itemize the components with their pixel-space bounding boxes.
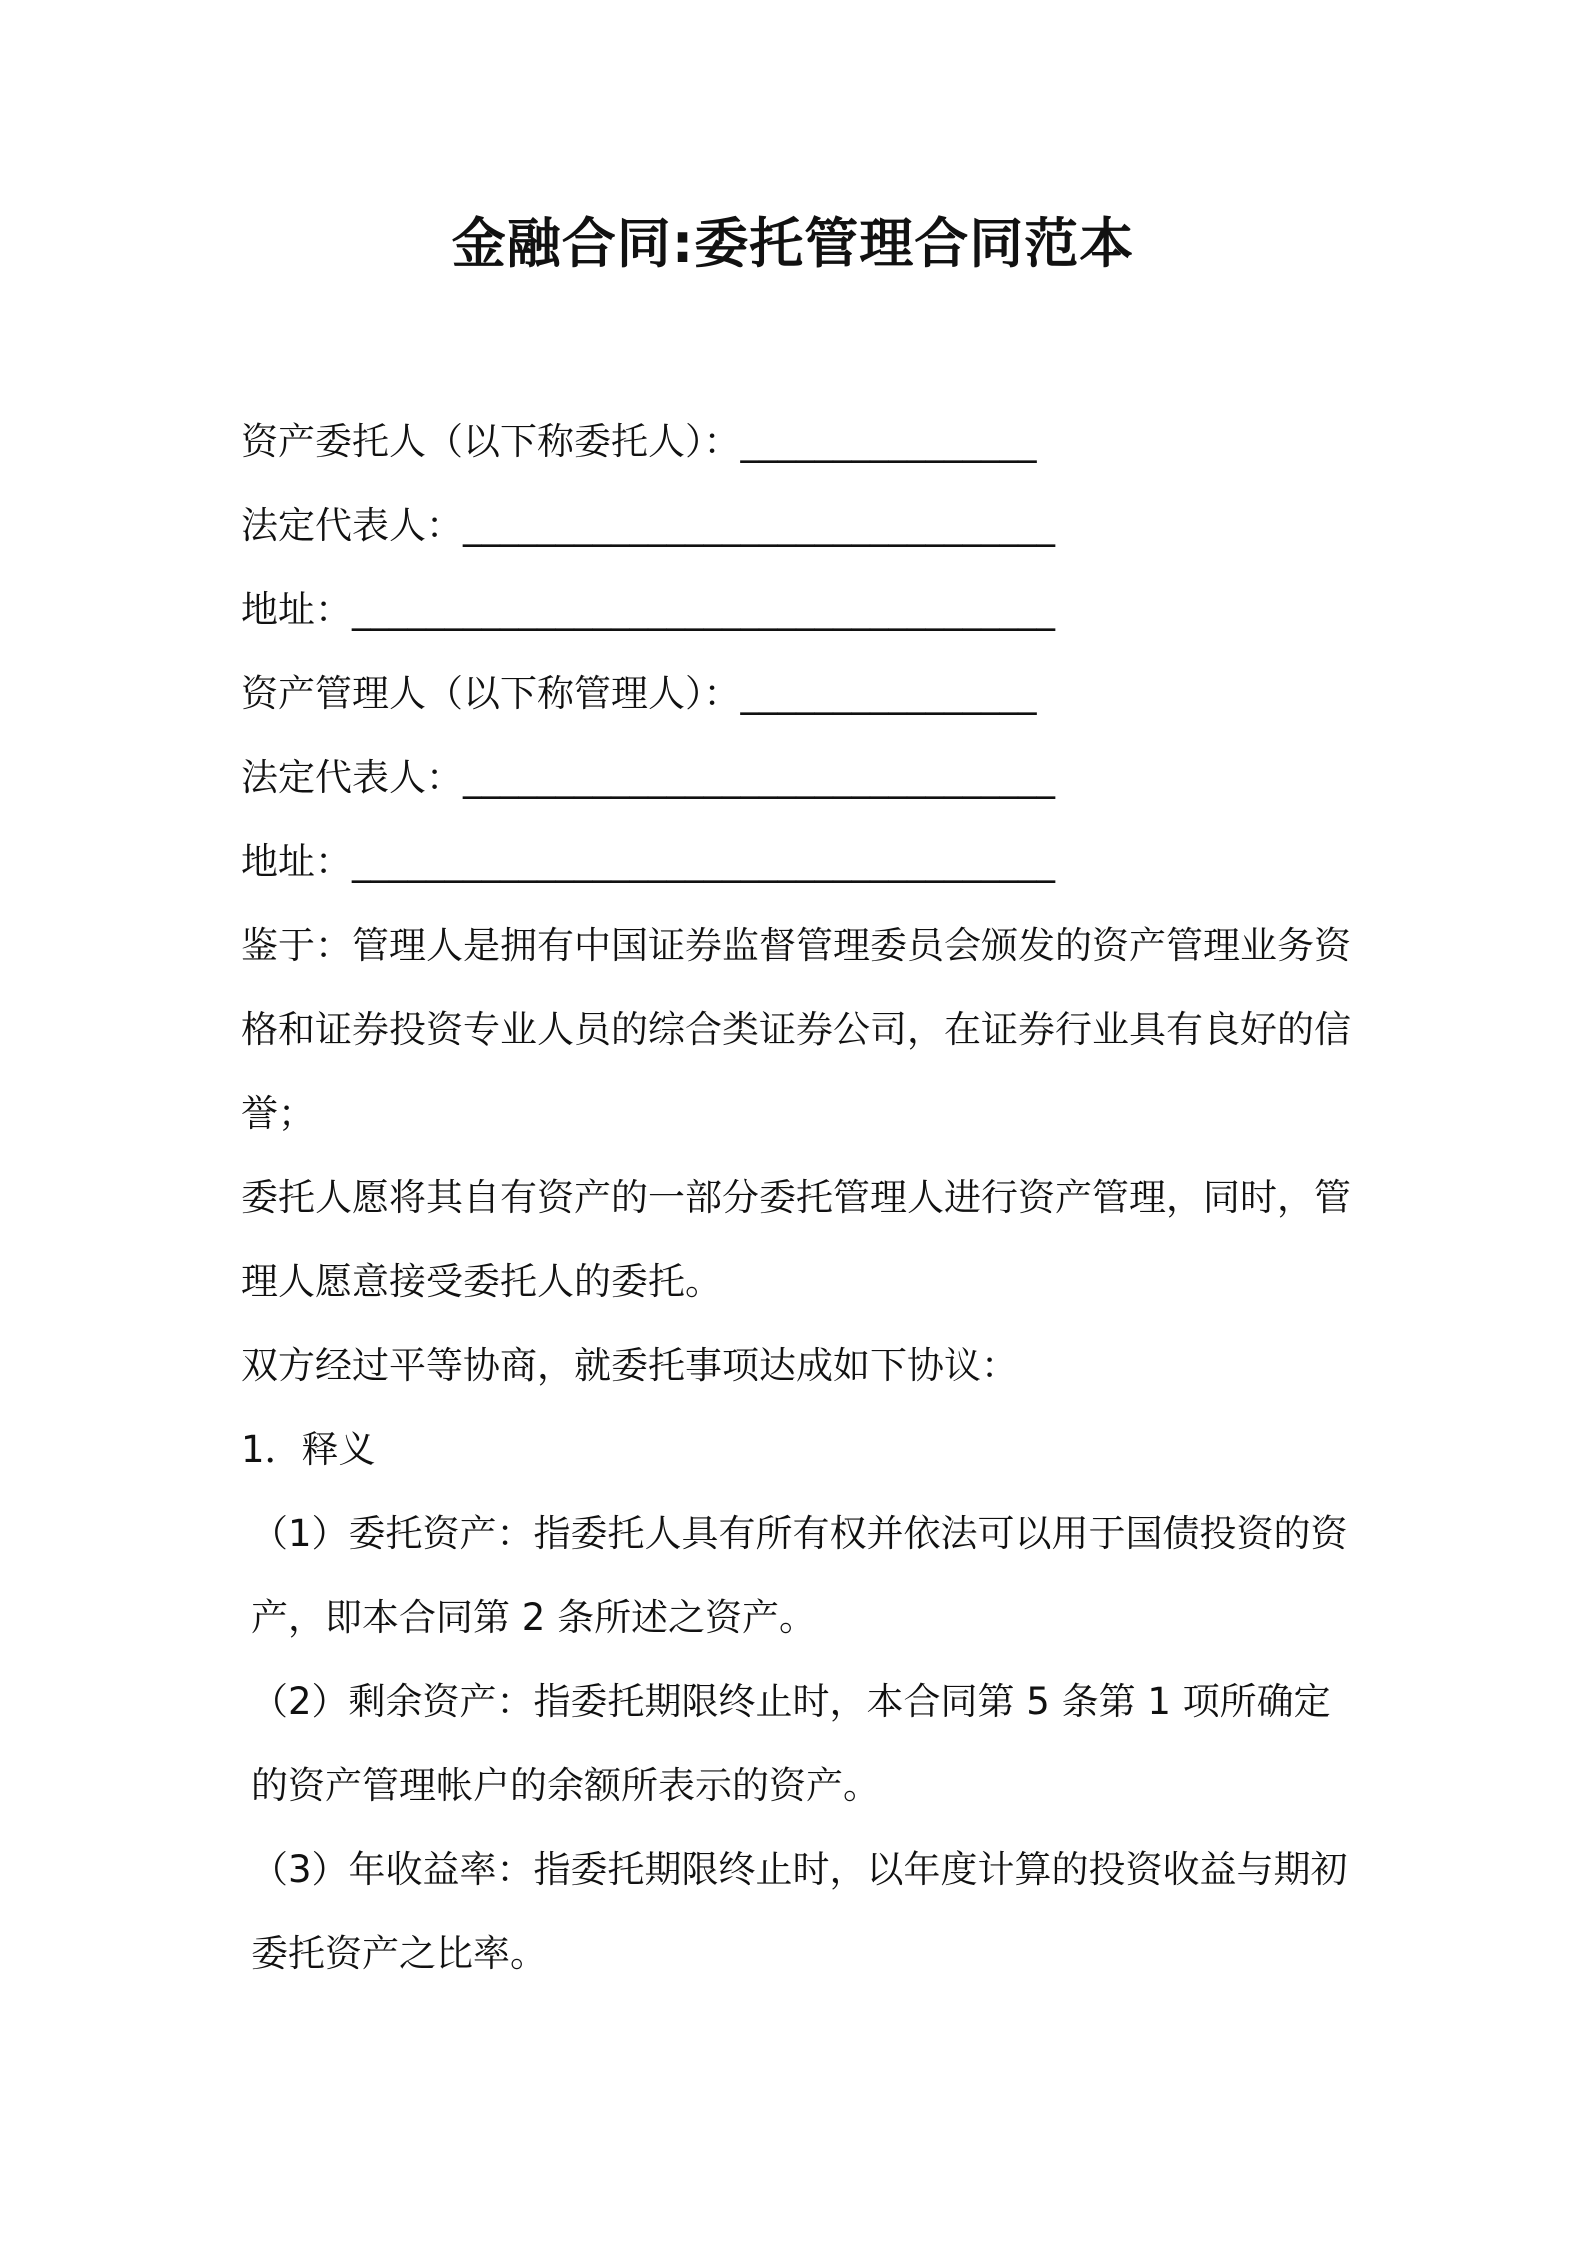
- field-principal-address: [241, 568, 1356, 652]
- field-principal-representative: [241, 484, 1356, 568]
- field-label: 法定代表人：: [241, 756, 463, 799]
- party-fields: [241, 400, 1356, 904]
- field-label: 资产管理人（以下称管理人）：: [241, 672, 741, 715]
- field-label: 资产委托人（以下称委托人）：: [241, 420, 741, 463]
- field-label: 法定代表人：: [241, 504, 463, 547]
- field-principal: [241, 400, 1356, 484]
- section-heading-definitions: 1．释义: [241, 1428, 376, 1471]
- field-manager: [241, 652, 1356, 736]
- definition-entrusted-assets: （1）委托资产：指委托人具有所有权并依法可以用于国债投资的资产，即本合同第 2 条所述之资产。: [251, 1512, 1348, 1639]
- field-manager-address: [241, 820, 1356, 904]
- field-blank: ______________________________________: [352, 588, 1055, 631]
- field-blank: ______________________________________: [352, 840, 1055, 883]
- field-label: 地址：: [241, 840, 352, 883]
- paragraph-whereas: 鉴于：管理人是拥有中国证券监督管理委员会颁发的资产管理业务资格和证券投资专业人员的综合类证券公司，在证券行业具有良好的信誉；: [241, 924, 1351, 1135]
- contract-body: [241, 904, 1356, 1996]
- field-manager-representative: [241, 736, 1356, 820]
- paragraph-entrustment: 委托人愿将其自有资产的一部分委托管理人进行资产管理，同时，管理人愿意接受委托人的委托。: [241, 1176, 1351, 1303]
- definition-remaining-assets: （2）剩余资产：指委托期限终止时，本合同第 5 条第 1 项所确定的资产管理帐户的余额所表示的资产。: [251, 1680, 1331, 1807]
- field-label: 地址：: [241, 588, 352, 631]
- definition-annual-yield: （3）年收益率：指委托期限终止时，以年度计算的投资收益与期初委托资产之比率。: [251, 1848, 1348, 1975]
- field-blank: ________________________________: [463, 504, 1055, 547]
- field-blank: ________________: [740, 420, 1037, 463]
- paragraph-agreement: 双方经过平等协商，就委托事项达成如下协议：: [241, 1344, 1018, 1387]
- document-title: 金融合同:委托管理合同范本: [451, 212, 1135, 275]
- field-blank: ________________________________: [463, 756, 1055, 799]
- field-blank: ________________: [740, 672, 1037, 715]
